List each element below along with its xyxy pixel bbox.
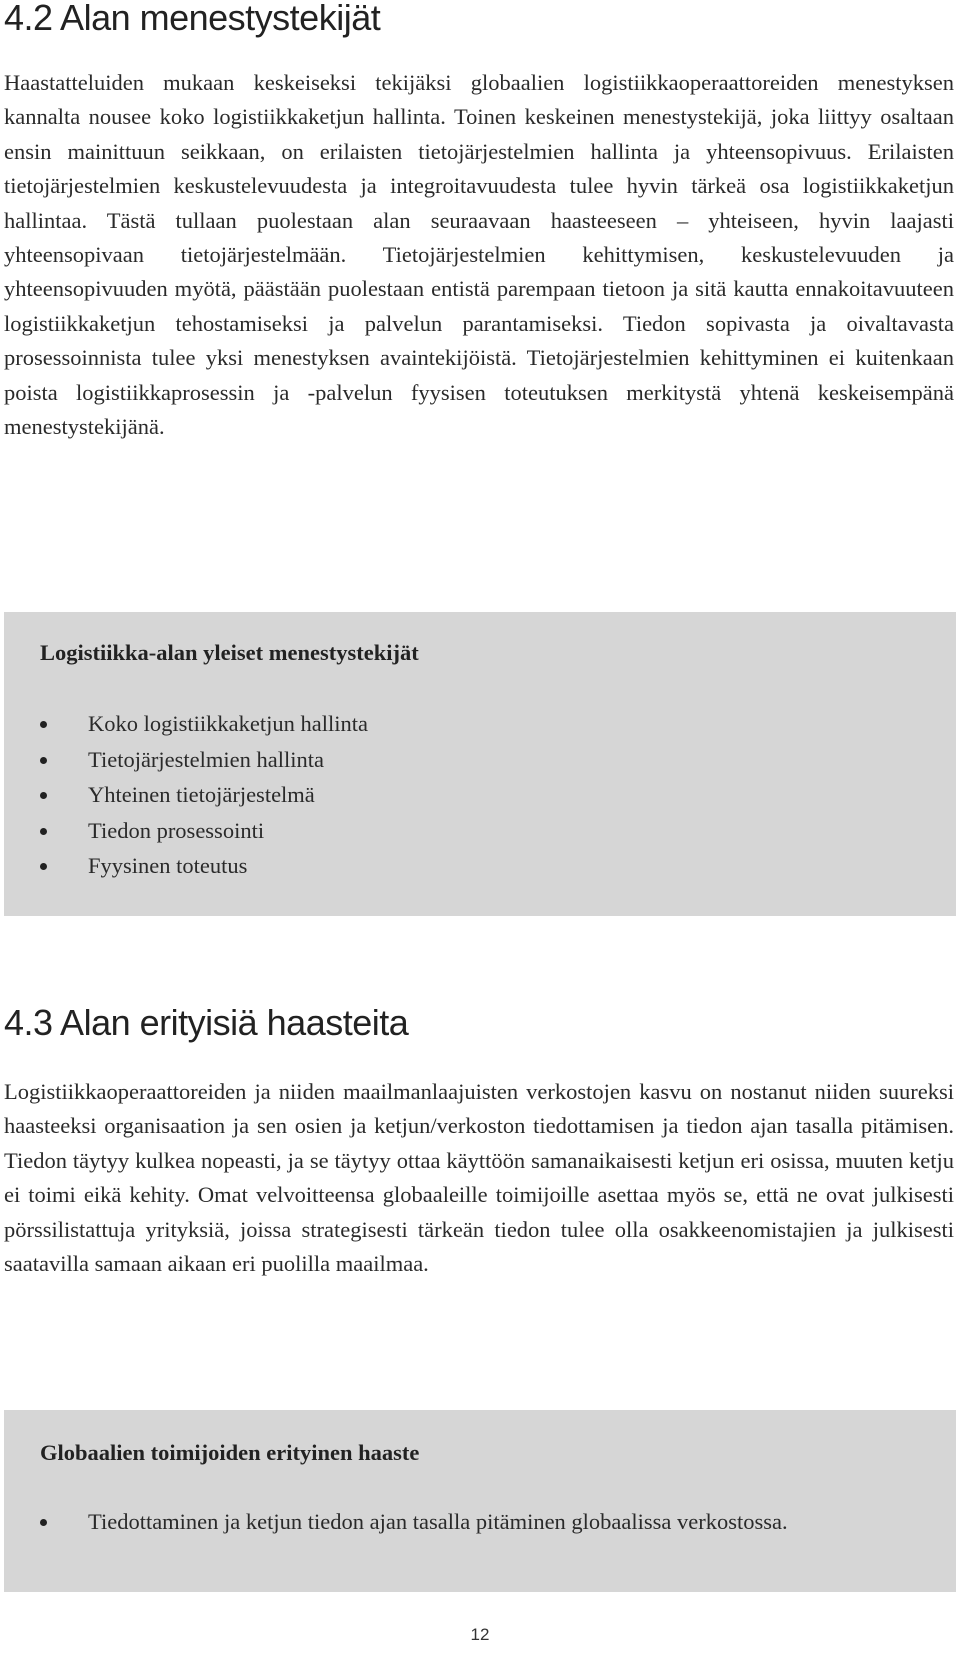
list-item [40,848,916,884]
list-item [40,706,916,742]
bullet-icon [40,757,47,764]
list-item-text: Fyysinen toteutus [88,853,248,878]
bullet-icon [40,721,47,728]
section-heading-4-3: 4.3 Alan erityisiä haasteita [4,1002,409,1043]
list-item-text: Tiedottaminen ja ketjun tiedon ajan tasalla pitäminen globaalissa verkostossa. [88,1509,788,1534]
bullet-icon [40,863,47,870]
list-item [40,777,916,813]
success-factors-list [40,706,916,884]
list-item [40,1504,916,1540]
list-item-text: Tietojärjestelmien hallinta [88,746,324,772]
list-item [40,813,916,849]
global-challenge-box-title: Globaalien toimijoiden erityinen haaste [40,1440,420,1465]
global-challenge-box [4,1410,956,1592]
success-factors-box [4,612,956,916]
section-4-2-paragraph: Haastatteluiden mukaan keskeiseksi tekijäksi globaalien logistiikkaoperaattoreiden menestyksen kannalta nousee koko logistiikkaketjun hallinta. Toinen keskeinen menestystekijä, joka liittyy osaltaan ensin mainittuun seikkaan, on erilaisten tietojärjestelmien hallinta ja yhteensopivuus. Erilaisten tietojärjestelmien keskustelevuudesta ja integroitavuudesta tulee hyvin tärkeä osa logistiikkaketjun hallintaa. Tästä tullaan puolestaan alan seuraavaan haasteeseen – yhteiseen, hyvin laajasti yhteensopivaan tietojärjestelmään. Tietojärjestelmien kehittymisen, keskustelevuuden ja yhteensopivuuden myötä, päästään puolestaan entistä parempaan tietoon ja sitä kautta ennakoitavuuteen logistiikkaketjun tehostamiseksi ja palvelun parantamiseksi. Tiedon sopivasta ja oivaltavasta prosessoinnista tulee yksi menestyksen avaintekijöistä. Tietojärjestelmien kehittyminen ei kuitenkaan poista logistiikkaprosessin ja -palvelun fyysisen toteutuksen merkitystä yhtenä keskeisempänä menestystekijänä. [4,70,954,440]
section-heading-4-2: 4.2 Alan menestystekijät [4,0,381,38]
page-number: 12 [470,1625,490,1644]
global-challenge-list [40,1504,916,1540]
bullet-icon [40,792,47,799]
list-item-text: Yhteinen tietojärjestelmä [88,782,315,807]
list-item [40,742,916,778]
bullet-icon [40,828,47,835]
list-item-text: Koko logistiikkaketjun hallinta [88,711,368,736]
success-factors-box-title: Logistiikka-alan yleiset menestystekijät [40,640,419,665]
list-item-text: Tiedon prosessointi [88,817,265,843]
section-4-3-paragraph: Logistiikkaoperaattoreiden ja niiden maailmanlaajuisten verkostojen kasvu on nostanut niiden suureksi haasteeksi organisaation ja sen osien ja ketjun/verkoston tiedottamisen ja tiedon ajan tasalla pitämisen. Tiedon täytyy kulkea nopeasti, ja se täytyy ottaa käyttöön samanaikaisesti ketjun eri osissa, muuten ketju ei toimi eikä kehity. Omat velvoitteensa globaaleille toimijoille asettaa myös se, että ne ovat julkisesti pörssilistattuja yrityksiä, joissa strategisesti tärkeän tiedon tulee olla osakkeenomistajien ja julkisesti saatavilla samaan aikaan eri puolilla maailmaa. [4,1079,954,1277]
bullet-icon [40,1519,47,1526]
